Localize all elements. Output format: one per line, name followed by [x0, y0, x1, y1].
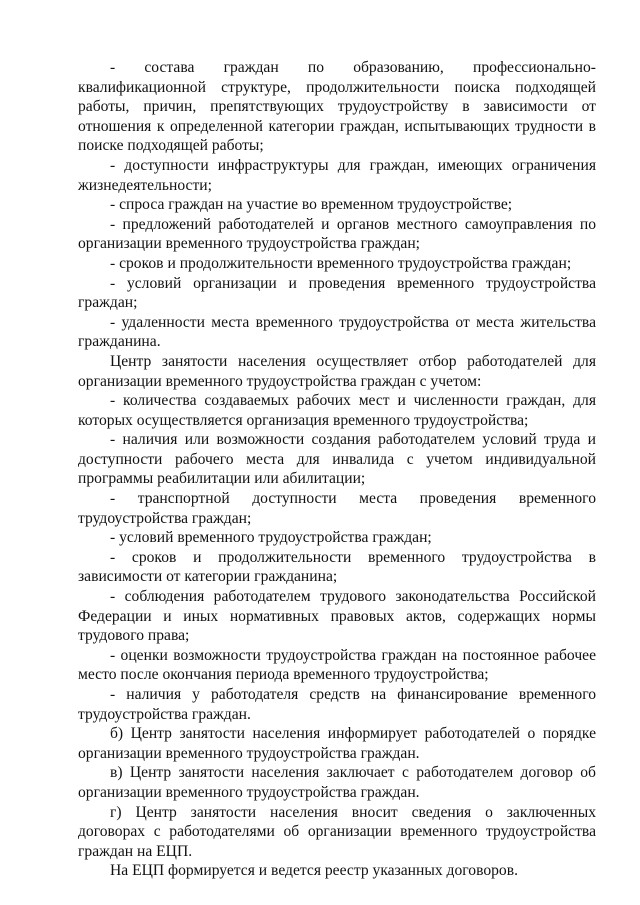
paragraph: - предложений работодателей и органов местного самоуправления по организации временного трудоустройства граждан;: [78, 215, 596, 253]
paragraph: б) Центр занятости населения информирует работодателей о порядке организации временного трудоустройства граждан.: [78, 725, 596, 762]
paragraph: - состава граждан по образованию, профессионально-квалификационной структуре, продолжительности поиска подходящей работы, причин, препятствующих трудоустройству в зависимости от отношения к определенной категории граждан, испытывающих трудности в поиске подходящей работы;: [78, 59, 596, 155]
paragraph: - сроков и продолжительности временного трудоустройства граждан;: [110, 254, 572, 272]
paragraph: - спроса граждан на участие во временном трудоустройстве;: [110, 196, 513, 214]
paragraph: в) Центр занятости населения заключает с работодателем договор об организации временного трудоустройства граждан.: [78, 764, 596, 801]
paragraph: - оценки возможности трудоустройства граждан на постоянное рабочее место после окончания периода временного трудоустройства;: [78, 646, 596, 684]
paragraph: - удаленности места временного трудоустройства от места жительства гражданина.: [78, 313, 596, 351]
paragraph: - доступности инфраструктуры для граждан, имеющих ограничения жизнедеятельности;: [78, 156, 596, 194]
paragraph: Центр занятости населения осуществляет отбор работодателей для организации временного трудоустройства граждан с учетом:: [78, 352, 596, 390]
document-body: [78, 58, 596, 881]
paragraph: На ЕЦП формируется и ведется реестр указанных договоров.: [110, 862, 518, 880]
paragraph: - количества создаваемых рабочих мест и численности граждан, для которых осуществляется организация временного трудоустройства;: [78, 392, 596, 429]
paragraph: - сроков и продолжительности временного трудоустройства в зависимости от категории гражданина;: [78, 548, 596, 586]
paragraph: - условий организации и проведения временного трудоустройства граждан;: [78, 274, 596, 312]
paragraph: - наличия у работодателя средств на финансирование временного трудоустройства граждан.: [78, 686, 596, 723]
paragraph: - наличия или возможности создания работодателем условий труда и доступности рабочего места для инвалида с учетом индивидуальной программы реабилитации или абилитации;: [78, 431, 596, 488]
paragraph: - условий временного трудоустройства граждан;: [110, 529, 432, 547]
paragraph: - соблюдения работодателем трудового законодательства Российской Федерации и иных нормативных правовых актов, содержащих нормы трудового права;: [78, 588, 596, 645]
paragraph: - транспортной доступности места проведения временного трудоустройства граждан;: [78, 490, 596, 527]
paragraph: г) Центр занятости населения вносит сведения о заключенных договорах с работодателями об организации временного трудоустройства граждан на ЕЦП.: [78, 803, 596, 860]
